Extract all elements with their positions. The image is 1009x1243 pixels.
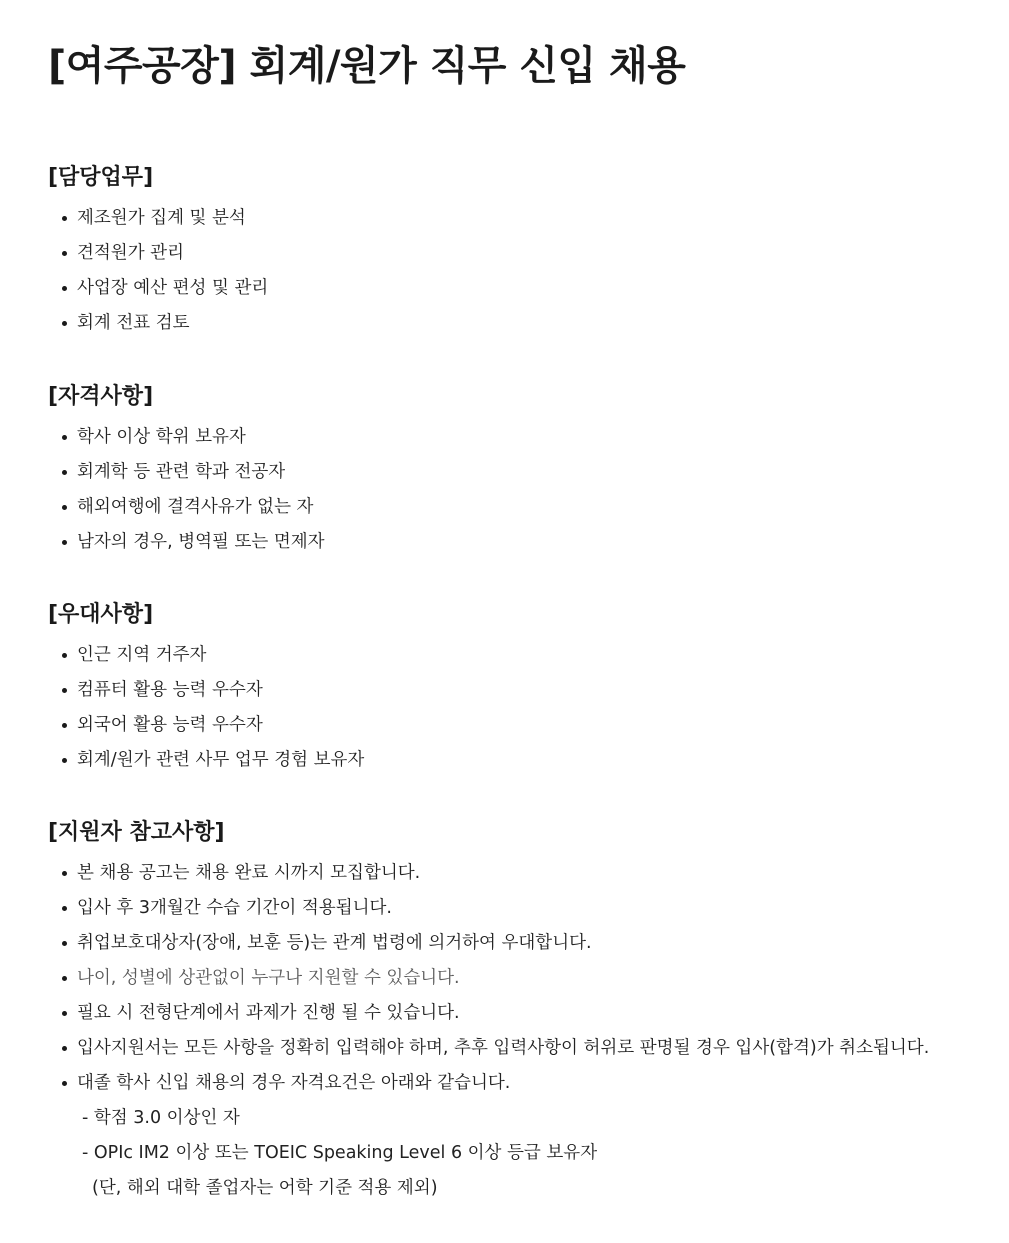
bullet-icon [62, 653, 67, 658]
bullet-icon [62, 906, 67, 911]
list-item-text: 외국어 활용 능력 우수자 [77, 715, 263, 735]
section-notes [48, 818, 988, 1206]
list-item [48, 708, 988, 743]
list-item [48, 926, 988, 961]
bullet-icon [62, 1011, 67, 1016]
bullet-icon [62, 470, 67, 475]
list-item-text: 컴퓨터 활용 능력 우수자 [77, 680, 263, 700]
list-item-text: 대졸 학사 신입 채용의 경우 자격요건은 아래와 같습니다. [77, 1073, 511, 1093]
list-item-text: 견적원가 관리 [77, 243, 184, 263]
list-item-text: 입사지원서는 모든 사항을 정확히 입력해야 하며, 추후 입력사항이 허위로 판명될 경우 입사(합격)가 취소됩니다. [77, 1038, 930, 1058]
list-item-text: 회계학 등 관련 학과 전공자 [77, 462, 286, 482]
sub-note: (단, 해외 대학 졸업자는 어학 기준 적용 제외) [92, 1178, 438, 1198]
bullet-icon [62, 251, 67, 256]
bullet-icon [62, 976, 67, 981]
list-item [48, 271, 988, 306]
sub-item: - 학점 3.0 이상인 자 [82, 1108, 240, 1128]
list-item [48, 743, 988, 778]
list-item [48, 996, 988, 1031]
list-item-text: 남자의 경우, 병역필 또는 면제자 [77, 532, 325, 552]
list-item [48, 638, 988, 673]
preferences-list [48, 638, 988, 778]
bullet-icon [62, 758, 67, 763]
bullet-icon [62, 941, 67, 946]
list-item-text: 인근 지역 거주자 [77, 645, 207, 665]
bullet-icon [62, 505, 67, 510]
list-item-text: 학사 이상 학위 보유자 [77, 427, 246, 447]
section-qualifications [48, 382, 988, 560]
list-item [48, 236, 988, 271]
duties-list [48, 201, 988, 341]
bullet-icon [62, 216, 67, 221]
section-duties [48, 163, 988, 341]
list-item-text: 취업보호대상자(장애, 보훈 등)는 관계 법령에 의거하여 우대합니다. [77, 933, 592, 953]
list-item-text: 제조원가 집계 및 분석 [77, 208, 246, 228]
bullet-icon [62, 723, 67, 728]
list-item [48, 455, 988, 490]
list-item [48, 420, 988, 455]
section-heading-qualifications: [자격사항] [48, 384, 154, 409]
section-preferences [48, 600, 988, 778]
notes-list [48, 856, 988, 1101]
bullet-icon [62, 540, 67, 545]
list-item [48, 201, 988, 236]
list-item-text: 회계/원가 관련 사무 업무 경험 보유자 [77, 750, 365, 770]
qualifications-list [48, 420, 988, 560]
list-item-text: 필요 시 전형단계에서 과제가 진행 될 수 있습니다. [77, 1003, 460, 1023]
list-item [48, 673, 988, 708]
list-item [48, 1066, 988, 1101]
bullet-icon [62, 321, 67, 326]
list-item-text: 입사 후 3개월간 수습 기간이 적용됩니다. [77, 898, 392, 918]
list-item-text: 본 채용 공고는 채용 완료 시까지 모집합니다. [77, 863, 421, 883]
bullet-icon [62, 1046, 67, 1051]
sub-item: - OPIc IM2 이상 또는 TOEIC Speaking Level 6 이상 등급 보유자 [82, 1143, 598, 1163]
bullet-icon [62, 435, 67, 440]
section-heading-preferences: [우대사항] [48, 602, 154, 627]
list-item [48, 1031, 988, 1066]
section-heading-duties: [담당업무] [48, 165, 154, 190]
list-item-text: 회계 전표 검토 [77, 313, 190, 333]
bullet-icon [62, 1081, 67, 1086]
bullet-icon [62, 688, 67, 693]
list-item-text: 사업장 예산 편성 및 관리 [77, 278, 269, 298]
bullet-icon [62, 871, 67, 876]
list-item [48, 525, 988, 560]
list-item [48, 856, 988, 891]
section-heading-notes: [지원자 참고사항] [48, 820, 225, 845]
page-title: [여주공장] 회계/원가 직무 신입 채용 [48, 43, 686, 89]
list-item [48, 490, 988, 525]
list-item-text: 해외여행에 결격사유가 없는 자 [77, 497, 314, 517]
list-item [48, 306, 988, 341]
list-item [48, 891, 988, 926]
list-item-text: 나이, 성별에 상관없이 누구나 지원할 수 있습니다. [77, 968, 460, 988]
bullet-icon [62, 286, 67, 291]
list-item [48, 961, 988, 996]
